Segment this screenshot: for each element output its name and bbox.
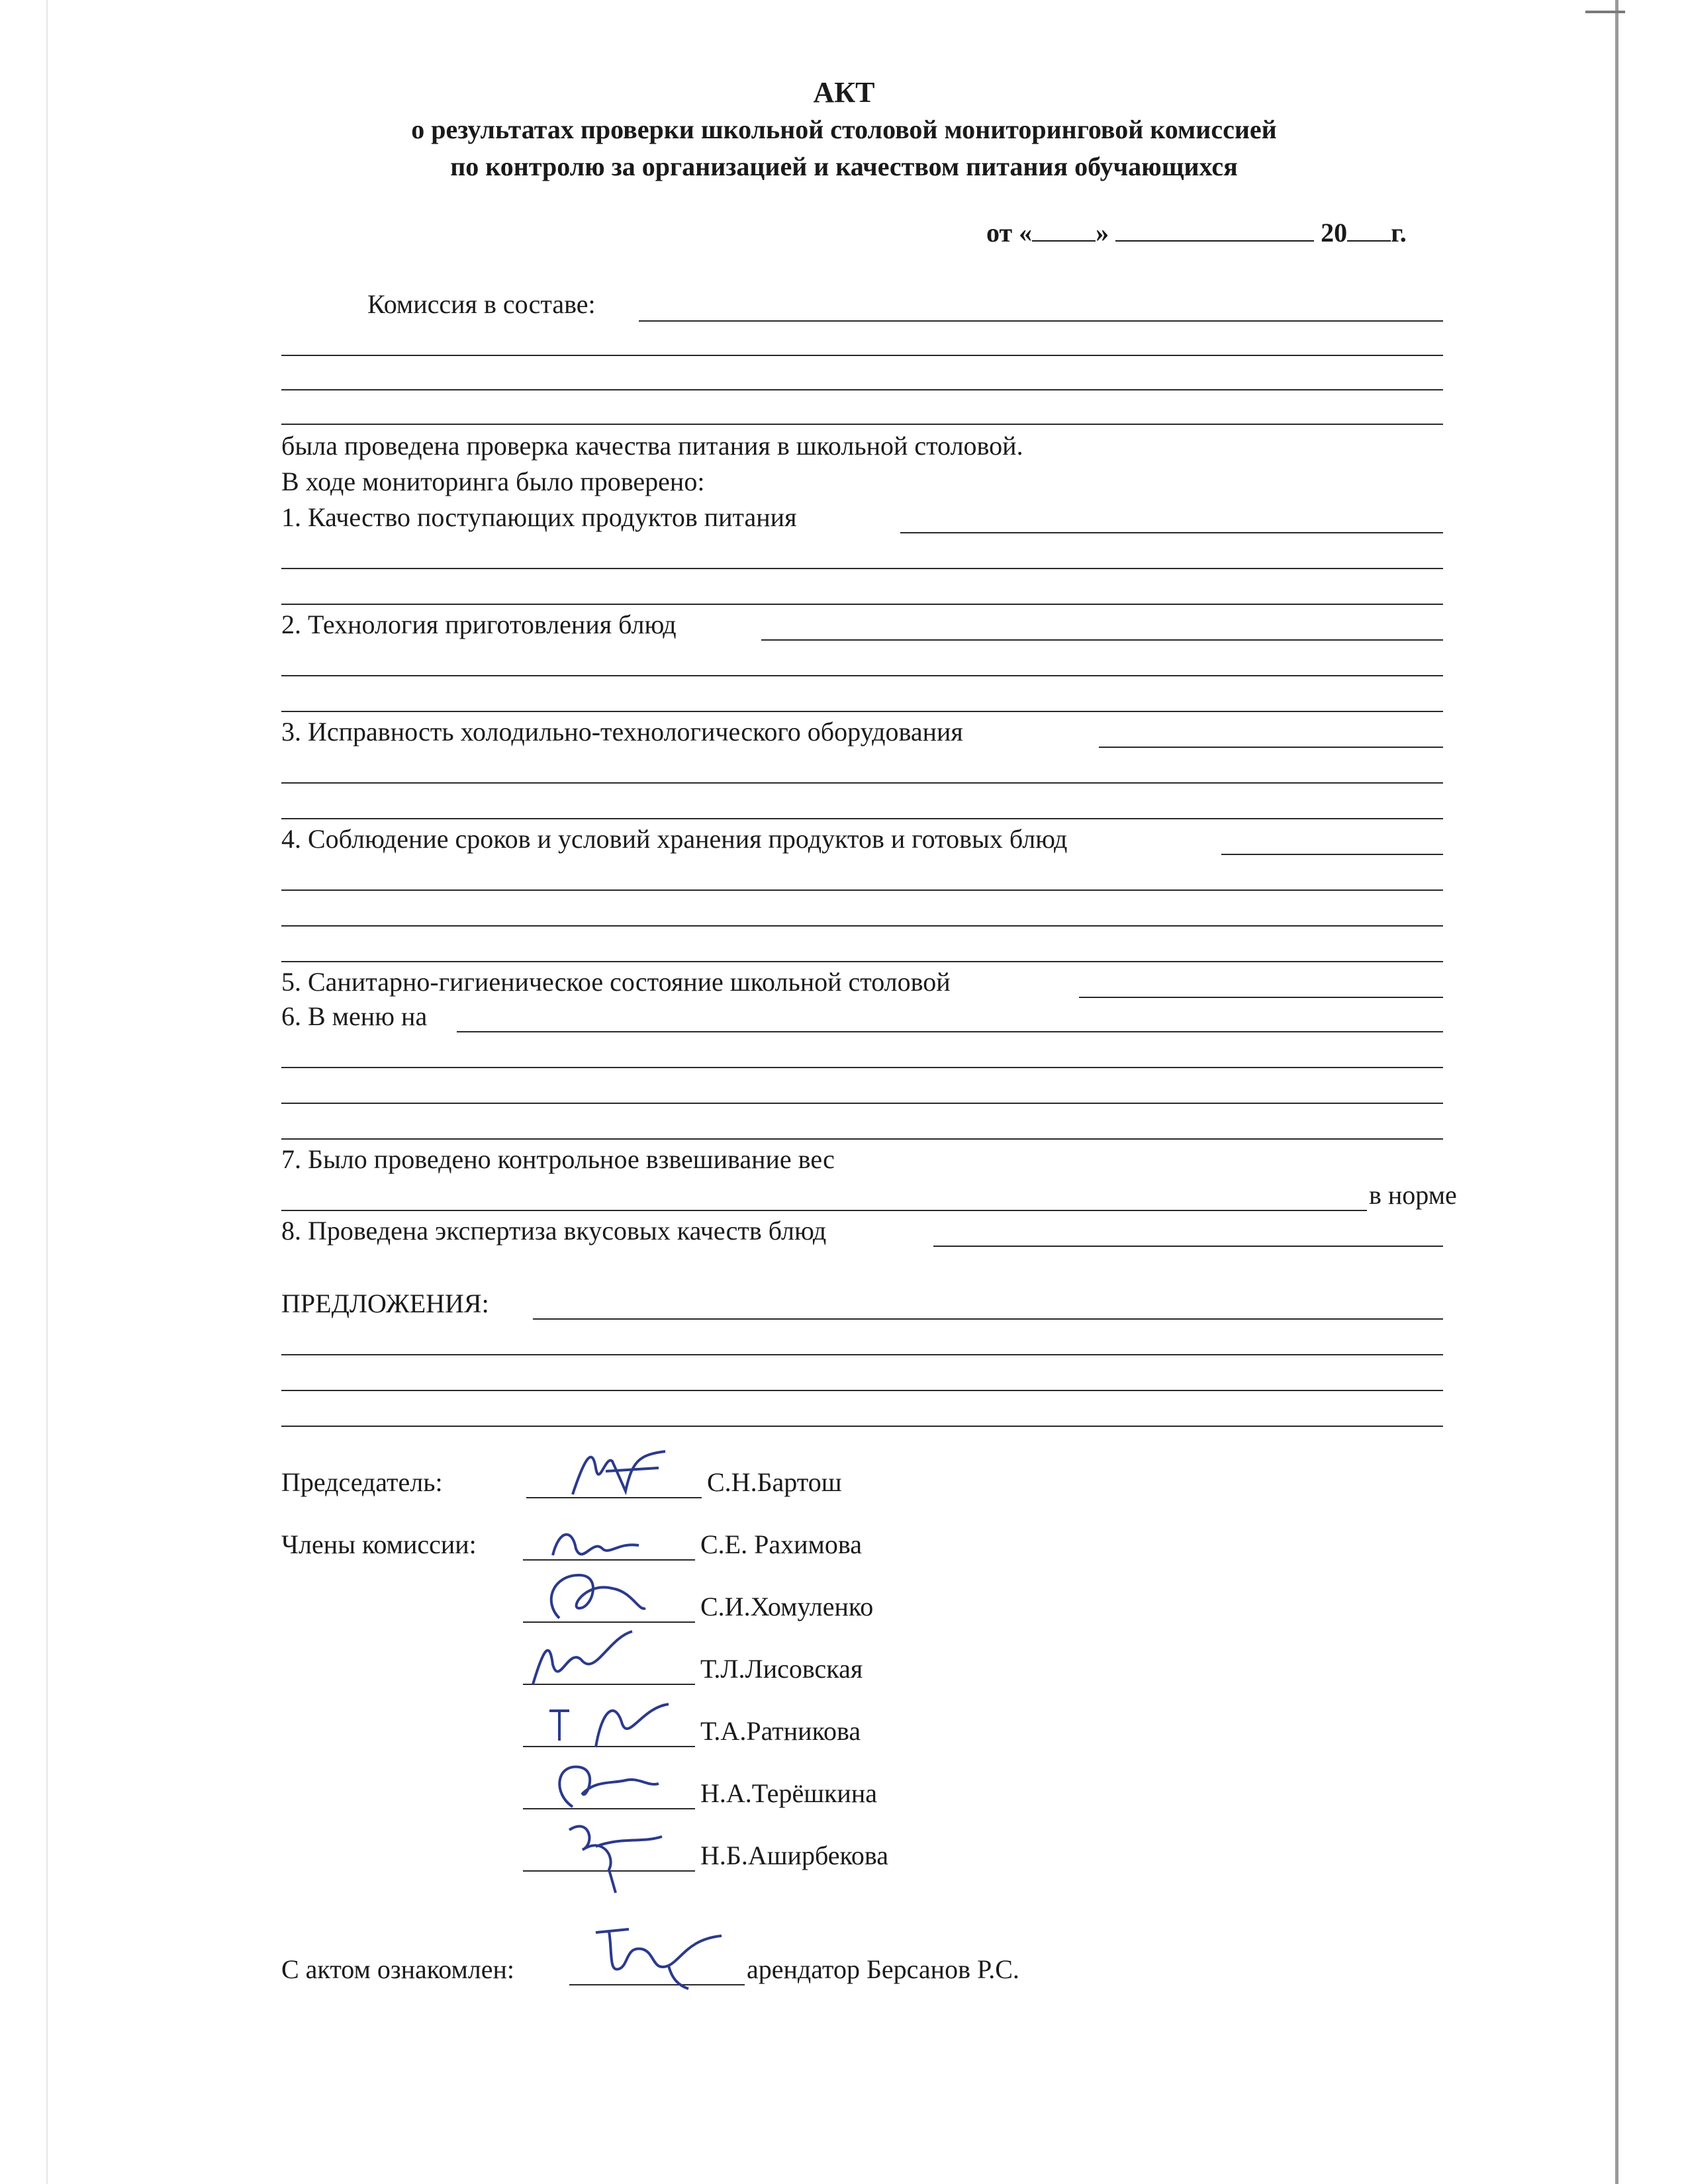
item-8-line-1	[933, 1246, 1443, 1247]
item-8-label: 8. Проведена экспертиза вкусовых качеств блюд	[281, 1216, 827, 1246]
scan-edge-top	[1585, 11, 1625, 13]
proposals-line-2	[281, 1354, 1443, 1355]
document-title: АКТ	[813, 76, 875, 109]
commission-line-2	[281, 355, 1443, 356]
proposals-line-3	[281, 1390, 1443, 1391]
item-3-label: 3. Исправность холодильно-технологического оборудования	[281, 717, 963, 747]
commission-line-3	[281, 389, 1443, 390]
item-5-label: 5. Санитарно-гигиеническое состояние школьной столовой	[281, 967, 951, 997]
chairman-label: Председатель:	[281, 1467, 443, 1497]
proposals-line-4	[281, 1426, 1443, 1427]
item-1-line-3	[281, 604, 1443, 605]
date-month-blank	[1115, 218, 1314, 242]
item-1-line-1	[900, 532, 1443, 533]
acquainted-signature	[589, 1919, 728, 1992]
acquainted-label: С актом ознакомлен:	[281, 1954, 514, 1984]
proposals-label: ПРЕДЛОЖЕНИЯ:	[281, 1289, 489, 1318]
scan-edge-left	[46, 0, 48, 2184]
item-7-line-1	[281, 1210, 1367, 1211]
item-6-line-1	[457, 1031, 1443, 1032]
item-4-label: 4. Соблюдение сроков и условий хранения продуктов и готовых блюд	[281, 824, 1068, 854]
item-2-line-3	[281, 711, 1443, 712]
item-4-line-3	[281, 925, 1443, 927]
inspection-done-text: была проведена проверка качества питания в школьной столовой.	[281, 431, 1023, 461]
item-6-line-2	[281, 1067, 1443, 1068]
date-day-blank	[1032, 218, 1096, 242]
member-6-name: Н.Б.Аширбекова	[700, 1841, 889, 1870]
monitoring-intro: В ходе мониторинга было проверено:	[281, 467, 705, 496]
document-subtitle-line-2: по контролю за организацией и качеством питания обучающихся	[450, 152, 1238, 181]
item-4-line-1	[1221, 854, 1443, 855]
member-3-name: Т.Л.Лисовская	[700, 1654, 863, 1684]
commission-label: Комиссия в составе:	[367, 289, 596, 319]
item-6-line-3	[281, 1103, 1443, 1104]
member-2-signature	[539, 1562, 652, 1628]
document-header	[0, 74, 1688, 185]
scan-edge-right	[1615, 0, 1618, 2184]
member-6-signature	[556, 1810, 669, 1896]
document-subtitle-line-1: о результатах проверки школьной столовой мониторинговой комиссией	[411, 114, 1277, 144]
member-4-signature	[543, 1688, 675, 1754]
chairman-signature	[566, 1441, 672, 1501]
date-prefix: от «	[986, 218, 1033, 248]
item-1-line-2	[281, 568, 1443, 569]
commission-line-1	[639, 320, 1443, 322]
date-mid: »	[1096, 218, 1109, 248]
item-3-line-2	[281, 782, 1443, 784]
date-century: 20	[1321, 218, 1348, 248]
item-2-line-1	[761, 639, 1443, 641]
member-1-name: С.Е. Рахимова	[700, 1529, 862, 1559]
date-suffix: г.	[1391, 218, 1407, 248]
item-2-line-2	[281, 675, 1443, 676]
date-year-blank	[1347, 218, 1391, 242]
item-3-line-3	[281, 818, 1443, 819]
commission-line-4	[281, 424, 1443, 425]
members-label: Члены комиссии:	[281, 1529, 477, 1559]
item-1-label: 1. Качество поступающих продуктов питания	[281, 502, 797, 532]
item-7-norm: в норме	[1369, 1180, 1457, 1210]
item-7-label: 7. Было проведено контрольное взвешивание вес	[281, 1144, 835, 1174]
item-6-line-4	[281, 1138, 1443, 1140]
acquainted-name: арендатор Берсанов Р.С.	[747, 1954, 1019, 1984]
member-5-name: Н.А.Терёшкина	[700, 1778, 877, 1808]
item-5-line-1	[1079, 997, 1443, 998]
proposals-line-1	[533, 1318, 1443, 1320]
item-2-label: 2. Технология приготовления блюд	[281, 610, 677, 639]
member-3-signature	[523, 1625, 642, 1691]
member-2-name: С.И.Хомуленко	[700, 1592, 874, 1621]
document-date	[986, 217, 1407, 248]
member-4-name: Т.А.Ратникова	[700, 1716, 861, 1746]
item-6-label: 6. В меню на	[281, 1001, 428, 1031]
item-4-line-4	[281, 961, 1443, 962]
item-4-line-2	[281, 889, 1443, 891]
item-3-line-1	[1099, 747, 1443, 748]
member-5-signature	[546, 1754, 665, 1813]
chairman-name: С.Н.Бартош	[707, 1467, 842, 1497]
